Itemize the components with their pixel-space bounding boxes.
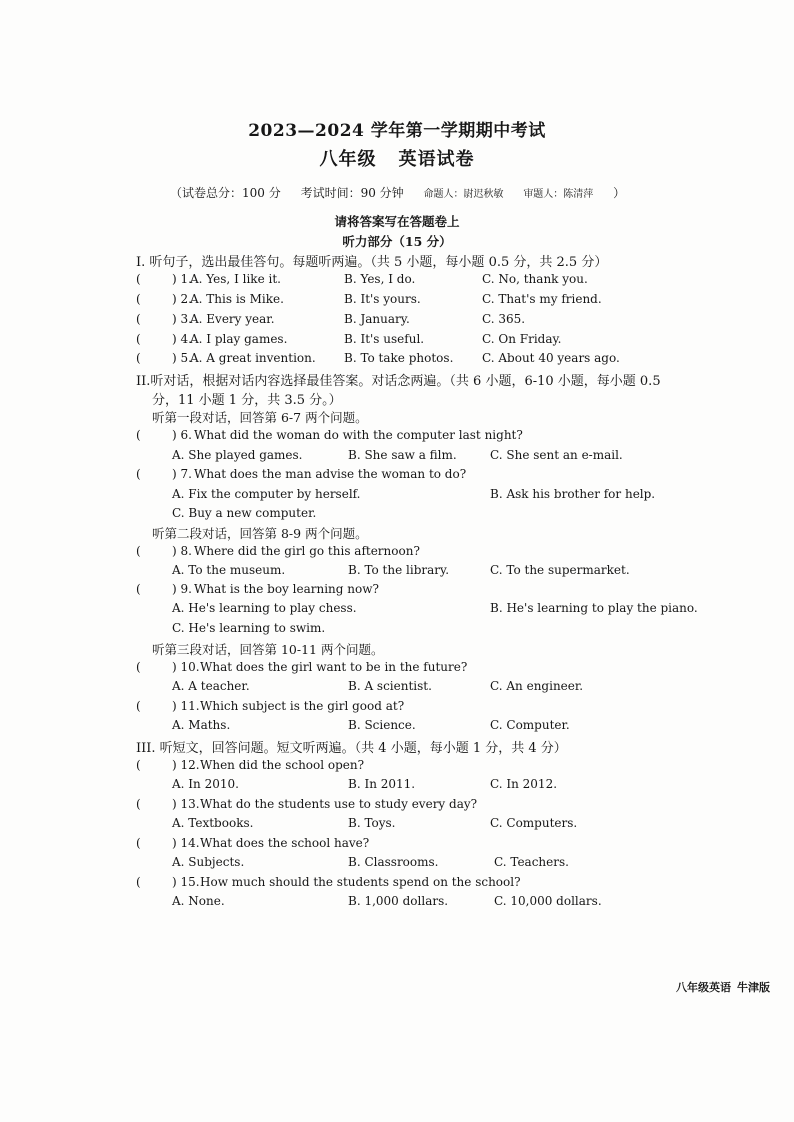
exam-title: 2023—2024 学年第一学期期中考试 xyxy=(248,121,546,141)
footer-edition: 牛津版 xyxy=(737,981,770,994)
question-row: ( ) 12. When did the school open? xyxy=(136,758,365,772)
dialogue-3-label: 听第三段对话，回答第 10-11 两个问题。 xyxy=(152,642,384,657)
total-score: （试卷总分：100 分 xyxy=(170,186,281,200)
reviewer: 审题人：陈清萍 xyxy=(523,189,594,200)
dialogue-2-label: 听第二段对话，回答第 8-9 两个问题。 xyxy=(152,526,368,541)
options-row: A. A teacher. B. A scientist. C. An engineer. xyxy=(172,679,584,693)
section2-heading: II.听对话，根据对话内容选择最佳答案。对话念两遍。（共 6 小题，6-10 小题，每小题 0.5 xyxy=(136,374,661,389)
question-row: ( ) 1. A. Yes, I like it. B. Yes, I do. C. No, thank you. xyxy=(136,272,588,286)
grade-label: 八年级 xyxy=(319,149,377,170)
exam-subtitle xyxy=(0,145,794,171)
options-row: A. Fix the computer by herself. B. Ask his brother for help. xyxy=(172,487,656,501)
question-row: ( ) 4. A. I play games. B. It's useful. C. On Friday. xyxy=(136,332,562,346)
section3-heading: III. 听短文，回答问题。短文听两遍。（共 4 小题，每小题 1 分，共 4 分） xyxy=(136,741,567,756)
question-row: ( ) 15. How much should the students spend on the school? xyxy=(136,875,521,889)
footer-subject: 八年级英语 xyxy=(676,981,731,994)
page-footer xyxy=(676,979,770,995)
question-row: ( ) 7. What does the man advise the woman to do? xyxy=(136,467,467,481)
section1-heading: I. 听句子，选出最佳答句。每题听两遍。（共 5 小题，每小题 0.5 分，共 2.5 分） xyxy=(136,255,608,270)
subject-label: 英语试卷 xyxy=(398,149,475,170)
question-row: ( ) 8. Where did the girl go this afternoon? xyxy=(136,544,420,558)
question-row: ( ) 9. What is the boy learning now? xyxy=(136,582,379,596)
exam-info xyxy=(170,184,641,201)
setter: 命题人：尉迟秋敏 xyxy=(423,189,504,200)
question-row: ( ) 5. A. A great invention. B. To take photos. C. About 40 years ago. xyxy=(136,351,620,365)
question-row: ( ) 13. What do the students use to study every day? xyxy=(136,797,478,811)
answer-notice: 请将答案写在答题卷上 xyxy=(334,214,460,229)
listening-heading: 听力部分（15 分） xyxy=(342,234,452,249)
question-row: ( ) 3. A. Every year. B. January. C. 365. xyxy=(136,312,526,326)
question-row: ( ) 11. Which subject is the girl good at? xyxy=(136,699,405,713)
options-row: A. Subjects. B. Classrooms. C. Teachers. xyxy=(172,855,569,869)
options-row: A. Maths. B. Science. C. Computer. xyxy=(172,718,570,732)
options-row: A. To the museum. B. To the library. C. To the supermarket. xyxy=(172,563,630,577)
options-row: A. He's learning to play chess. B. He's learning to play the piano. xyxy=(172,601,698,615)
question-row: ( ) 14. What does the school have? xyxy=(136,836,370,850)
question-row: ( ) 10. What does the girl want to be in the future? xyxy=(136,660,468,674)
options-row: A. Textbooks. B. Toys. C. Computers. xyxy=(172,816,578,830)
exam-time: 考试时间：90 分钟 xyxy=(300,186,404,200)
options-row: A. In 2010. B. In 2011. C. In 2012. xyxy=(172,777,558,791)
options-row: A. None. B. 1,000 dollars. C. 10,000 dollars. xyxy=(172,894,602,908)
question-row: ( ) 6. What did the woman do with the computer last night? xyxy=(136,428,523,442)
question-row: ( ) 2. A. This is Mike. B. It's yours. C. That's my friend. xyxy=(136,292,602,306)
options-row: C. He's learning to swim. xyxy=(172,621,326,635)
options-row: A. She played games. B. She saw a film. C. She sent an e-mail. xyxy=(172,448,623,462)
options-row: C. Buy a new computer. xyxy=(172,506,317,520)
dialogue-1-label: 听第一段对话，回答第 6-7 两个问题。 xyxy=(152,410,368,425)
section2-heading-cont: 分，11 小题 1 分，共 3.5 分。） xyxy=(152,393,342,408)
info-close: ） xyxy=(613,186,626,200)
